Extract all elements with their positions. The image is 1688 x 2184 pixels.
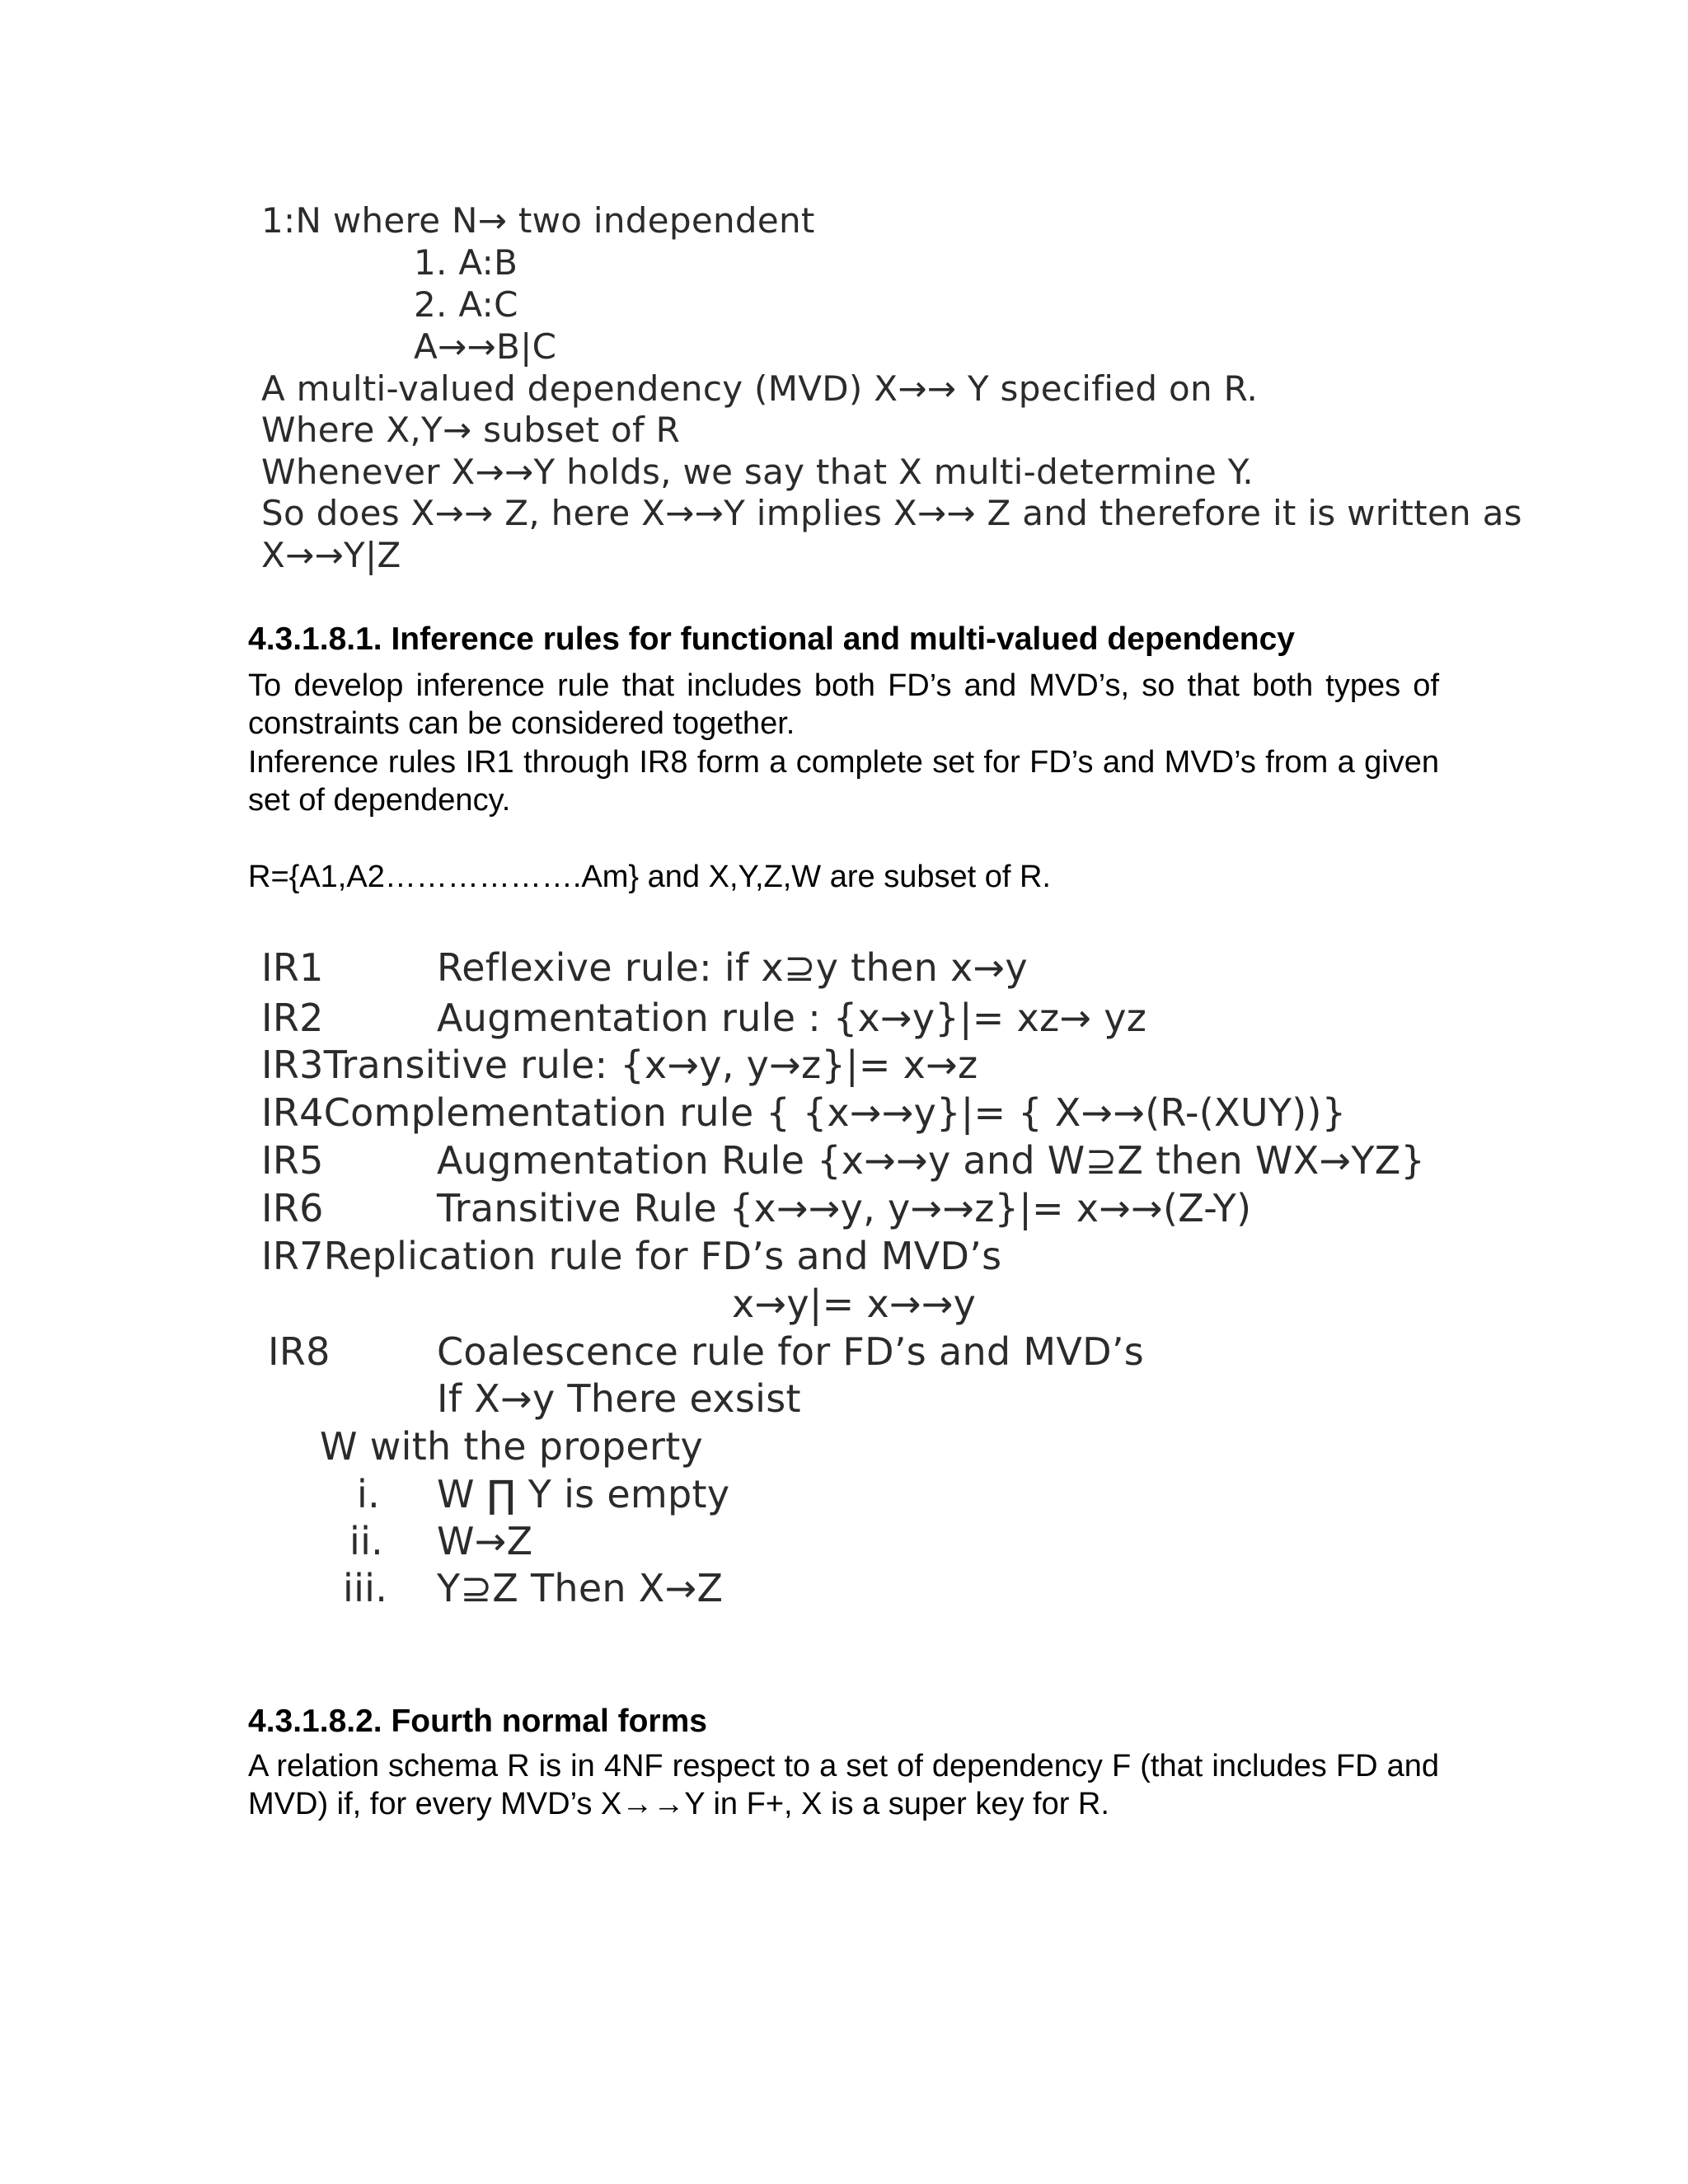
rule-ir8-item-ii-number: ii.	[349, 1519, 384, 1563]
rule-ir7: IR7Replication rule for FD’s and MVD’s	[261, 1234, 1002, 1278]
rule-ir8-label: IR8	[268, 1329, 331, 1374]
rule-ir8-condition: If X→y There exsist	[437, 1376, 801, 1421]
intro-line-9: X→→Y|Z	[261, 535, 401, 575]
rule-ir8-item-i: W ∏ Y is empty	[437, 1472, 730, 1516]
rule-ir8-property: W with the property	[320, 1424, 704, 1469]
rule-ir8-text: Coalescence rule for FD’s and MVD’s	[437, 1329, 1145, 1374]
rule-ir6-text: Transitive Rule {x→→y, y→→z}|= x→→(Z-Y)	[437, 1186, 1252, 1230]
rule-ir8-item-i-number: i.	[357, 1472, 381, 1516]
intro-line-1: 1:N where N→ two independent	[261, 200, 815, 241]
intro-item-2: 2. A:C	[414, 284, 518, 325]
section-heading-inference-rules: 4.3.1.8.1. Inference rules for functional and multi-valued dependency	[248, 621, 1295, 657]
section-heading-fourth-normal-form: 4.3.1.8.2. Fourth normal forms	[248, 1704, 707, 1739]
intro-line-5: A multi-valued dependency (MVD) X→→ Y specified on R.	[261, 368, 1259, 409]
rule-ir8-item-iii: Y⊇Z Then X→Z	[437, 1566, 724, 1610]
rule-ir8-item-iii-number: iii.	[343, 1566, 388, 1610]
intro-item-1: 1. A:B	[414, 242, 518, 283]
rule-ir8-item-ii: W→Z	[437, 1519, 533, 1563]
rule-ir1-text: Reflexive rule: if x⊇y then x→y	[437, 945, 1028, 990]
rule-ir3: IR3Transitive rule: {x→y, y→z}|= x→z	[261, 1043, 978, 1087]
intro-line-8: So does X→→ Z, here X→→Y implies X→→ Z and therefore it is written as	[261, 493, 1522, 533]
paragraph-complete-set: Inference rules IR1 through IR8 form a complete set for FD’s and MVD’s from a given set of dependency.	[248, 745, 1439, 818]
rule-ir6-label: IR6	[261, 1186, 324, 1230]
relation-set-line: R={A1,A2……………….Am} and X,Y,Z,W are subset of R.	[248, 860, 1051, 894]
rule-ir2-text: Augmentation rule : {x→y}|= xz→ yz	[437, 996, 1147, 1040]
intro-line-6: Where X,Y→ subset of R	[261, 410, 681, 450]
rule-ir5-label: IR5	[261, 1138, 324, 1183]
paragraph-4nf-definition: A relation schema R is in 4NF respect to a set of dependency F (that includes FD and MVD) if, for every MVD’s X→→Y in F+, X is a super key for R.	[248, 1749, 1439, 1821]
rule-ir1-label: IR1	[261, 945, 324, 990]
rule-ir4: IR4Complementation rule { {x→→y}|= { X→→(R-(XUY))}	[261, 1090, 1347, 1135]
rule-ir2-label: IR2	[261, 996, 324, 1040]
rule-ir7-formula: x→y|= x→→y	[732, 1282, 977, 1326]
rule-ir5-text: Augmentation Rule {x→→y and W⊇Z then WX→YZ}	[437, 1138, 1426, 1183]
paragraph-develop-inference: To develop inference rule that includes both FD’s and MVD’s, so that both types of constraints can be considered together.	[248, 668, 1439, 741]
intro-line-7: Whenever X→→Y holds, we say that X multi-determine Y.	[261, 452, 1254, 492]
intro-line-4: A→→B|C	[414, 326, 557, 367]
